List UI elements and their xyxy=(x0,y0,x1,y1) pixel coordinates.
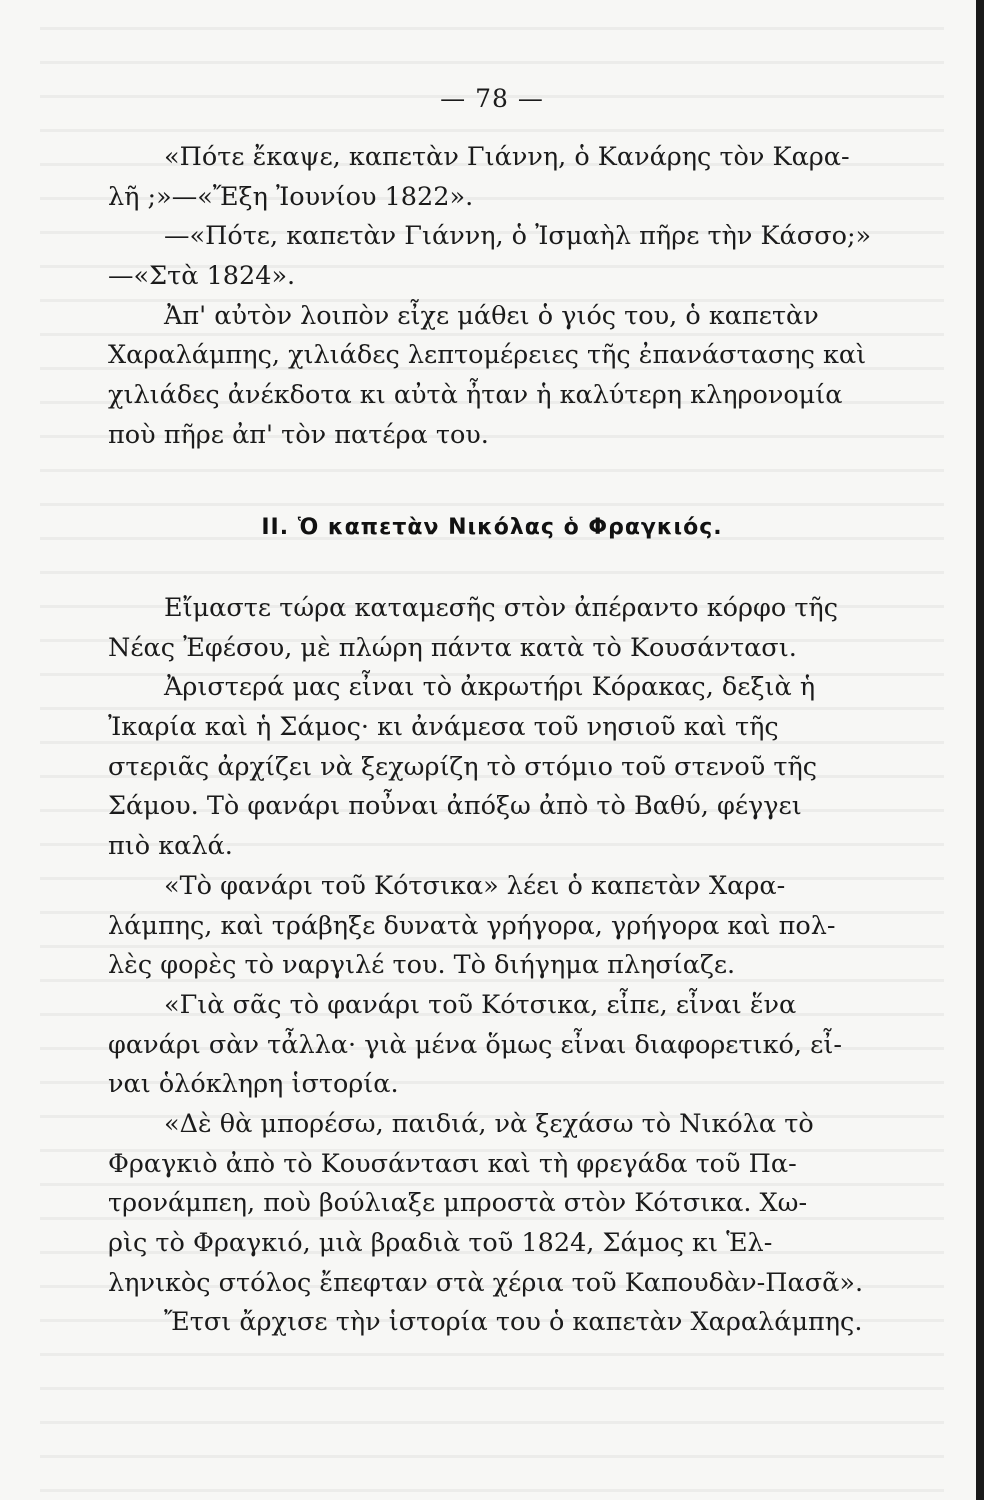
text-line: —«Πότε, καπετὰν Γιάννη, ὁ Ἰσμαὴλ πῆρε τὴν Κάσσο;» xyxy=(164,221,872,252)
section-heading: II. Ὁ καπετὰν Νικόλας ὁ Φραγκιός. xyxy=(261,515,723,540)
text-line: Χαραλάμπης, χιλιάδες λεπτομέρειες τῆς ἐπανάστασης καὶ xyxy=(108,340,867,371)
text-line: ρὶς τὸ Φραγκιό, μιὰ βραδιὰ τοῦ 1824, Σάμος κι Ἑλ- xyxy=(108,1228,773,1258)
text-line: ληνικὸς στόλος ἔπεφταν στὰ χέρια τοῦ Καπουδὰν-Πασᾶ». xyxy=(108,1267,864,1298)
text-line: Ἔτσι ἄρχισε τὴν ἱστορία του ὁ καπετὰν Χαραλάμπης. xyxy=(164,1307,863,1338)
text-line: λάμπης, καὶ τράβηξε δυνατὰ γρήγορα, γρήγορα καὶ πολ- xyxy=(108,910,836,941)
text-line: «Δὲ θὰ μπορέσω, παιδιά, νὰ ξεχάσω τὸ Νικόλα τὸ xyxy=(164,1108,814,1139)
text-block-top xyxy=(108,138,878,456)
text-line: Φραγκιὸ ἀπὸ τὸ Κουσάντασι καὶ τὴ φρεγάδα τοῦ Πα- xyxy=(108,1148,797,1179)
page-edge xyxy=(976,0,984,1500)
text-line: στεριᾶς ἀρχίζει νὰ ξεχωρίζη τὸ στόμιο τοῦ στενοῦ τῆς xyxy=(108,751,818,782)
text-line: Νέας Ἐφέσου, μὲ πλώρη πάντα κατὰ τὸ Κουσάντασι. xyxy=(108,632,797,663)
text-line: Ἰκαρία καὶ ἡ Σάμος· κι ἀνάμεσα τοῦ νησιοῦ καὶ τῆς xyxy=(108,712,779,743)
text-line: Ἀπ' αὐτὸν λοιπὸν εἶχε μάθει ὁ γιός του, ὁ καπετὰν xyxy=(164,300,819,331)
text-line: Ἀριστερά μας εἶναι τὸ ἀκρωτήρι Κόρακας, δεξιὰ ἡ xyxy=(164,672,816,703)
text-line: λῆ ;»—«Ἔξη Ἰουνίου 1822». xyxy=(108,181,474,212)
text-line: χιλιάδες ἀνέκδοτα κι αὐτὰ ἦταν ἡ καλύτερη κληρονομία xyxy=(108,380,843,411)
text-line: «Γιὰ σᾶς τὸ φανάρι τοῦ Κότσικα, εἶπε, εἶναι ἕνα xyxy=(164,989,797,1020)
text-block-bottom xyxy=(108,589,878,1343)
text-line: «Πότε ἔκαψε, καπετὰν Γιάννη, ὁ Κανάρης τὸν Καρα- xyxy=(164,142,850,172)
text-line: ποὺ πῆρε ἀπ' τὸν πατέρα του. xyxy=(108,419,489,450)
text-line: τρονάμπεη, ποὺ βούλιαξε μπροστὰ στὸν Κότσικα. Χω- xyxy=(108,1188,808,1219)
text-line: —«Στὰ 1824». xyxy=(108,261,296,292)
page-number: — 78 — xyxy=(440,84,544,113)
text-line: «Τὸ φανάρι τοῦ Κότσικα» λέει ὁ καπετὰν Χαρα- xyxy=(164,870,786,901)
text-line: Εἴμαστε τώρα καταμεσῆς στὸν ἀπέραντο κόρφο τῆς xyxy=(164,593,838,623)
text-line: λὲς φορὲς τὸ ναργιλέ του. Τὸ διήγημα πλησίαζε. xyxy=(108,950,736,981)
text-line: πιὸ καλά. xyxy=(108,831,233,862)
text-line: ναι ὁλόκληρη ἱστορία. xyxy=(108,1069,399,1100)
text-line: Σάμου. Τὸ φανάρι ποὖναι ἀπόξω ἀπὸ τὸ Βαθύ, φέγγει xyxy=(108,791,802,822)
text-line: φανάρι σὰν τἆλλα· γιὰ μένα ὅμως εἶναι διαφορετικό, εἶ- xyxy=(108,1029,842,1060)
